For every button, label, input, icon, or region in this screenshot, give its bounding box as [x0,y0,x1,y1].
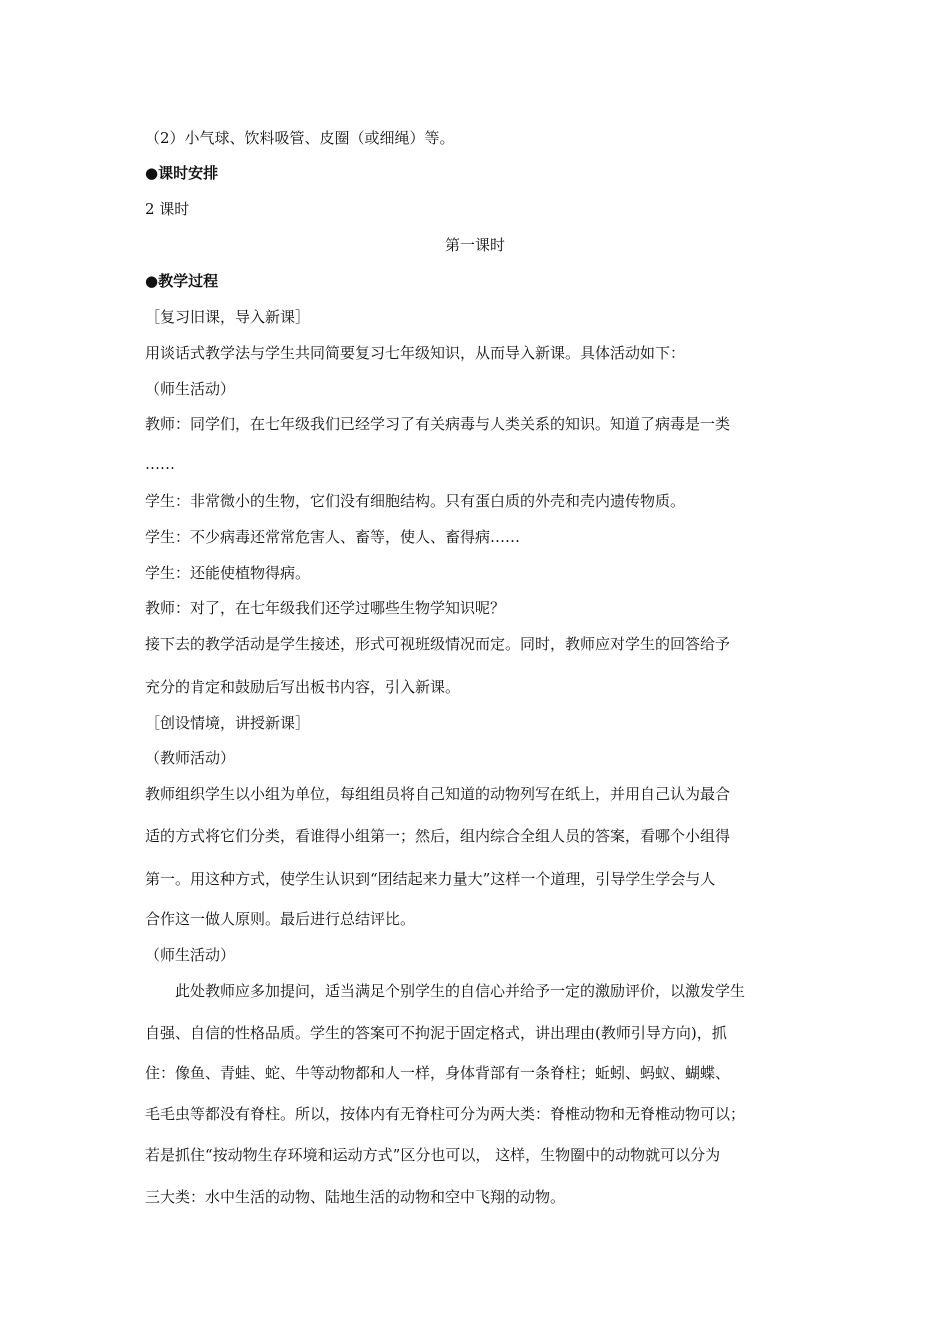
paragraph-line: 适的方式将它们分类，看谁得小组第一；然后，组内综合全组人员的答案，看哪个小组得 [145,827,731,845]
paragraph-line: 合作这一做人原则。最后进行总结评比。 [145,910,416,928]
paragraph-line: 三大类：水中生活的动物、陆地生活的动物和空中飞翔的动物。 [145,1188,566,1206]
dialogue-teacher: 教师：对了，在七年级我们还学过哪些生物学知识呢？ [145,599,506,617]
subsection-review: ［复习旧课，导入新课］ [145,308,311,326]
paragraph-line: 第一。用这种方式，使学生认识到“团结起来力量大”这样一个道理，引导学生学会与人 [145,870,716,888]
dialogue-student: 学生：还能使植物得病。 [145,564,311,582]
dialogue-teacher: 教师：同学们，在七年级我们已经学习了有关病毒与人类关系的知识。知道了病毒是一类 [145,415,731,433]
paragraph-line: 接下去的教学活动是学生接述，形式可视班级情况而定。同时，教师应对学生的回答给予 [145,635,731,653]
subsection-new-lesson: ［创设情境，讲授新课］ [145,714,311,732]
paragraph-line: 自强、自信的性格品质。学生的答案可不拘泥于固定格式，讲出理由(教师引导方向)，抓 [145,1024,727,1042]
paragraph-line: 住：像鱼、青蛙、蛇、牛等动物都和人一样，身体背部有一条脊柱；蚯蚓、蚂蚁、蝴蝶、 [145,1064,731,1082]
section-heading-schedule: ●课时安排 [145,164,219,182]
paragraph-line: 充分的肯定和鼓励后写出板书内容，引入新课。 [145,678,461,696]
paragraph-line: 毛毛虫等都没有脊柱。所以，按体内有无脊柱可分为两大类：脊椎动物和无脊椎动物可以； [145,1105,746,1123]
activity-label: （师生活动） [145,946,236,964]
materials-item-2: （2）小气球、饮料吸管、皮圈（或细绳）等。 [145,129,455,147]
dialogue-ellipsis: …… [145,455,175,473]
schedule-text: 2 课时 [145,200,190,218]
section-heading-process: ●教学过程 [145,272,219,290]
dialogue-student: 学生：不少病毒还常常危害人、畜等，使人、畜得病…… [145,528,521,546]
activity-label: （教师活动） [145,749,236,767]
dialogue-student: 学生：非常微小的生物，它们没有细胞结构。只有蛋白质的外壳和壳内遗传物质。 [145,492,686,510]
lesson-title: 第一课时 [444,236,505,254]
paragraph-line: 若是抓住“按动物生存环境和运动方式”区分也可以， 这样，生物圈中的动物就可以分为 [145,1146,721,1164]
activity-label: （师生活动） [145,380,236,398]
paragraph-line: 此处教师应多加提问，适当满足个别学生的自信心并给予一定的激励评价，以激发学生 [175,982,746,1000]
paragraph-line: 教师组织学生以小组为单位，每组组员将自己知道的动物列写在纸上，并用自己认为最合 [145,785,731,803]
paragraph-line: 用谈话式教学法与学生共同简要复习七年级知识，从而导入新课。具体活动如下： [145,344,686,362]
